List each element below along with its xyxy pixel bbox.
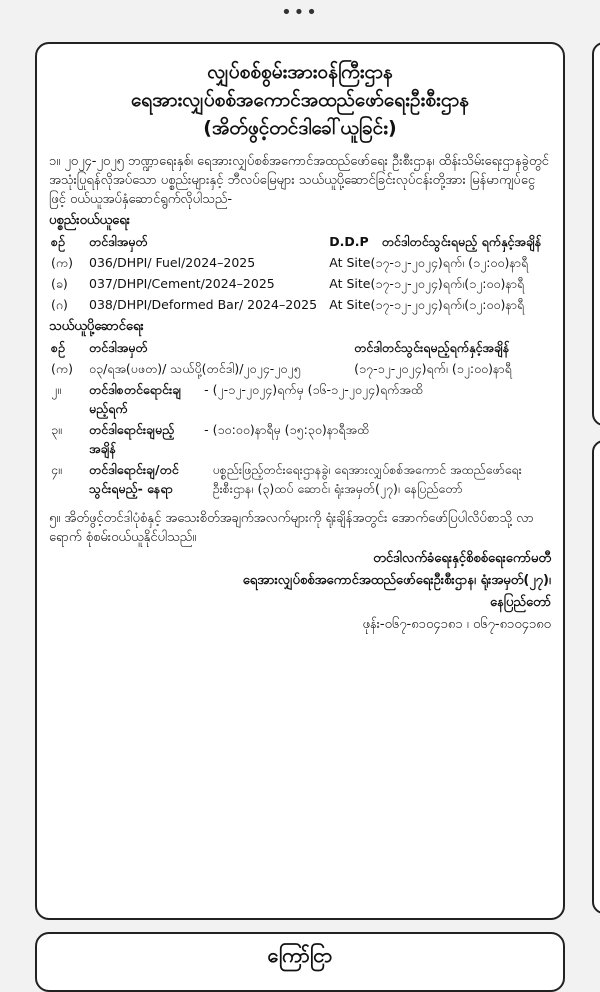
col-tender-no: တင်ဒါအမှတ် (89, 234, 148, 249)
table-row (49, 294, 551, 315)
col-date: တင်ဒါတင်သွင်းရမည့် ရက်နှင့်အချိန် (381, 234, 542, 249)
department-title: ရေအားလျှပ်စစ်အကောင်အထည်ဖော်ရေးဦးစီးဌာန (130, 89, 470, 111)
adjacent-card-edge (592, 42, 600, 426)
transport-table (49, 337, 551, 379)
item-number: ၃။ (51, 422, 62, 437)
row-tender: 037/DHPI/Cement/2024–2025 (89, 276, 275, 291)
next-card-title: ကြော်ငြာ (267, 943, 333, 967)
transport-heading: သယ်ယူပို့ဆောင်ရေး (49, 319, 144, 334)
col-no: စဉ် (51, 234, 65, 249)
row-no: (ဂ) (51, 297, 68, 312)
table-row (49, 273, 551, 294)
department-address: ရေအားလျှပ်စစ်အကောင်အထည်ဖော်ရေးဦးစီးဌာန၊ ရုံးအမှတ်(၂၇)၊ (242, 573, 551, 588)
row-date: At Site(၁၇-၁၂-၂၀၂၄)ရက်၊(၁၂:၀၀)နာရီ (329, 297, 525, 312)
col-ddp: D.D.P (329, 234, 369, 249)
table-row (49, 358, 551, 379)
item-label: တင်ဒါရောင်းချမည့်အချိန် (89, 422, 175, 456)
item-number: ၂။ (51, 382, 61, 397)
transport-header-row (49, 337, 551, 358)
item-dash: - (204, 382, 209, 397)
list-item (49, 419, 551, 459)
more-options-icon[interactable]: ••• (281, 2, 319, 23)
row-no: (က) (51, 361, 73, 376)
row-date: At Site(၁၇-၁၂-၂၀၂၄)ရက်၊(၁၂:၀၀)နာရီ (329, 276, 525, 291)
item-label: တင်ဒါစတင်ရောင်းချမည့်ရက် (89, 382, 182, 416)
row-date: (၁၇-၁၂-၂၀၂၄)ရက်၊ (၁၂:၀၀)နာရီ (354, 361, 512, 376)
row-tender: 036/DHPI/ Fuel/2024–2025 (89, 255, 256, 270)
item-value: (၁၀:၀၀)နာရီမှ (၁၅:၃၀)နာရီအထိ (212, 422, 370, 437)
ministry-title: လျှပ်စစ်စွမ်းအားဝန်ကြီးဌာန (207, 61, 393, 83)
col-no: စဉ် (51, 340, 65, 355)
adjacent-card-edge-lower (592, 440, 600, 914)
purchase-heading: ပစ္စည်းဝယ်ယူရေး (49, 213, 130, 228)
next-advertisement-card (35, 932, 565, 992)
list-item (49, 459, 551, 499)
item-label: တင်ဒါရောင်းချ/တင်သွင်းရမည့်- နေရာ (89, 462, 179, 496)
item-dash (202, 459, 211, 499)
purchase-header-row (49, 231, 551, 252)
purchase-table (49, 231, 551, 315)
item-dash: - (204, 422, 209, 437)
notice-type-title: (အိတ်ဖွင့်တင်ဒါခေါ်ယူခြင်း) (203, 117, 397, 139)
intro-paragraph: ၁။ ၂၀၂၄-၂၀၂၅ ဘဏ္ဍာရေးနှစ်၊ ရေအားလျှပ်စစ်အကောင်အထည်ဖော်ရေး ဦးစီးဌာန၊ ထိန်းသိမ်းရေးဌာနခွဲတွင် အသုံးပြုရန်လိုအပ်သော ပစ္စည်းများနှင့် ဘီလပ်မြေများ သယ်ယူပို့ဆောင်ခြင်းလုပ်ငန်းတို့အား မြန်မာကျပ်ငွေဖြင့် ဝယ်ယူအပ်နှံဆောင်ရွက်လိုပါသည်- (49, 154, 549, 207)
col-date: တင်ဒါတင်သွင်းရမည့်ရက်နှင့်အချိန် (354, 340, 510, 355)
row-tender: 038/DHPI/Deformed Bar/ 2024–2025 (89, 297, 318, 312)
item-value: (၂-၁၂-၂၀၂၄)ရက်မှ (၁၆-၁၂-၂၀၂၄)ရက်အထိ (212, 382, 423, 397)
item-value: ပစ္စည်းဖြည့်တင်းရေးဌာနခွဲ၊ ရေအားလျှပ်စစ်အကောင် အထည်ဖော်ရေးဦးစီးဌာန၊ (၃)ထပ် ဆောင်၊ ရုံးအမှတ်(၂၇)၊ နေပြည်တော် (212, 462, 522, 496)
phone-numbers: ဖုန်း-၀၆၇-၈၁၀၄၁၈၁ ၊ ၀၆၇-၈၁၀၄၁၈၀ (362, 617, 551, 632)
list-item (49, 379, 551, 419)
row-date: At Site(၁၇-၁၂-၂၀၂၄)ရက်၊ (၁၂:၀၀)နာရီ (329, 255, 529, 270)
row-no: (ခ) (51, 276, 68, 291)
committee-name: တင်ဒါလက်ခံရေးနှင့်စိစစ်ရေးကော်မတီ (373, 551, 551, 566)
col-tender-no: တင်ဒါအမှတ် (89, 340, 148, 355)
row-tender: ၀၃/ရအ(ပဖတ)/ သယ်ပို့(တင်ဒါ)/၂၀၂၄-၂၀၂၅ (89, 361, 301, 376)
table-row (49, 252, 551, 273)
city: နေပြည်တော် (489, 595, 551, 610)
row-no: (က) (51, 255, 73, 270)
tender-notice-card (35, 42, 565, 920)
item-number: ၄။ (51, 462, 62, 477)
detail-items (49, 379, 551, 499)
paragraph-5: ၅။ အိတ်ဖွင့်တင်ဒါပုံစံနှင့် အသေးစိတ်အချက်အလက်များကို ရုံးချိန်အတွင်း အောက်ဖော်ပြပါလိပ်စာသို့ လာရောက် စုံစမ်းဝယ်ယူနိုင်ပါသည်။ (49, 511, 534, 545)
